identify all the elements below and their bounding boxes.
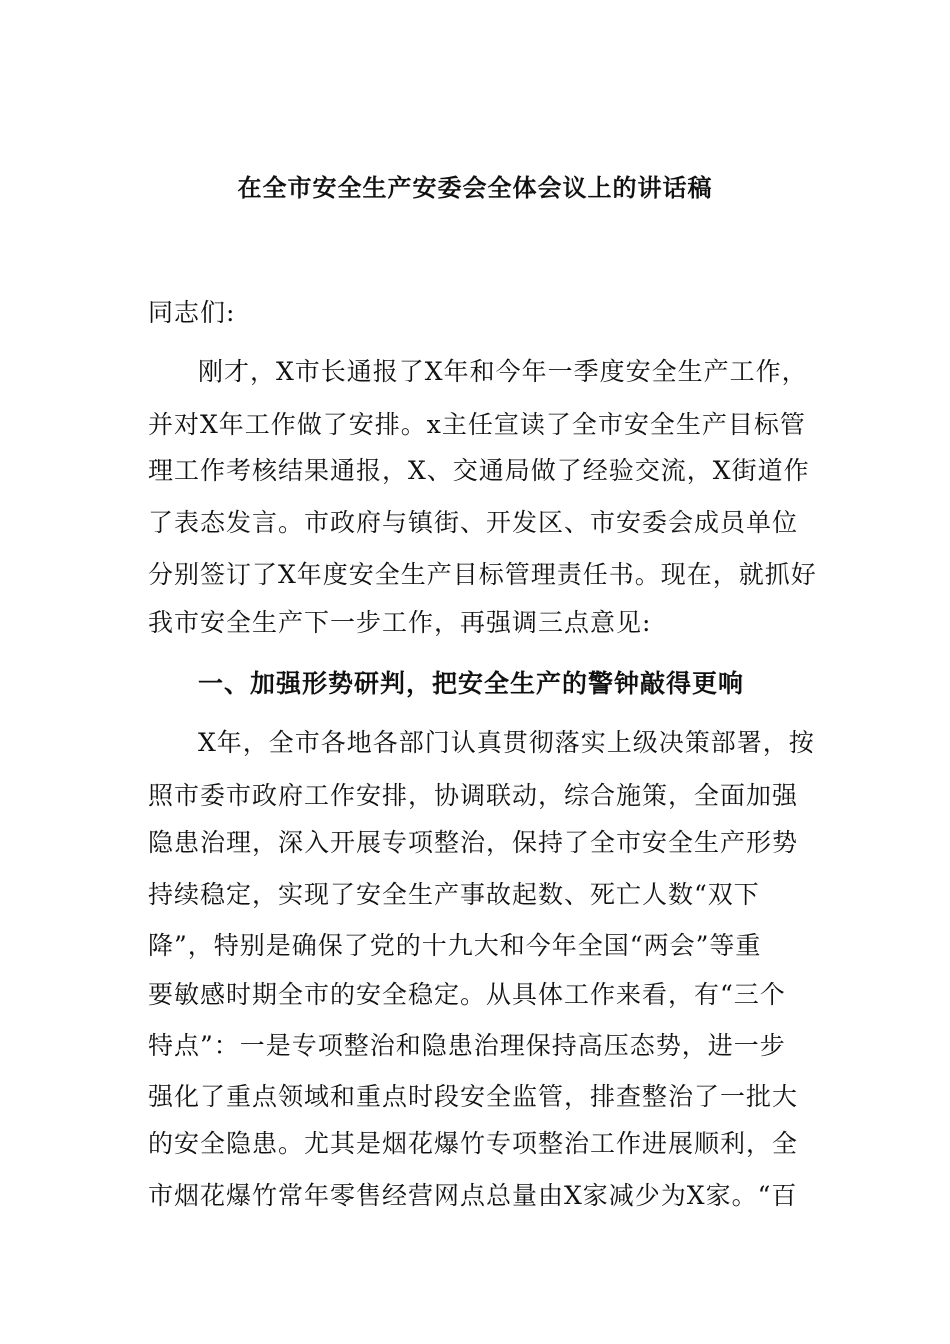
document-title: 在全市安全生产安委会全体会议上的讲话稿: [237, 173, 713, 202]
paragraph-line: 特点”：一是专项整治和隐患治理保持高压态势，进一步: [148, 1031, 786, 1060]
salutation: 同志们:: [148, 298, 236, 327]
paragraph-line: 分别签订了X年度安全生产目标管理责任书。现在，就抓好: [148, 560, 817, 589]
paragraph-line: 要敏感时期全市的安全稳定。从具体工作来看，有“三个: [148, 980, 786, 1009]
paragraph-line: 刚才，X市长通报了X年和今年一季度安全生产工作，: [198, 357, 808, 386]
paragraph-line: 强化了重点领域和重点时段安全监管，排查整治了一批大: [148, 1082, 799, 1111]
paragraph-line: 了表态发言。市政府与镇街、开发区、市安委会成员单位: [148, 508, 799, 537]
paragraph-line: 市烟花爆竹常年零售经营网点总量由X家减少为X家。“百: [148, 1181, 798, 1210]
paragraph-line: 并对X年工作做了安排。x主任宣读了全市安全生产目标管: [148, 410, 806, 439]
paragraph-line: 隐患治理，深入开展专项整治，保持了全市安全生产形势: [148, 828, 799, 857]
paragraph-line: 持续稳定，实现了安全生产事故起数、死亡人数“双下: [148, 880, 760, 909]
paragraph-line: 理工作考核结果通报，X、交通局做了经验交流，X街道作: [148, 456, 810, 485]
paragraph-line: 的安全隐患。尤其是烟花爆竹专项整治工作进展顺利，全: [148, 1129, 799, 1158]
paragraph-line: X年，全市各地各部门认真贯彻落实上级决策部署，按: [198, 728, 815, 757]
section-heading: 一、加强形势研判，把安全生产的警钟敲得更响: [198, 669, 745, 698]
paragraph-line: 照市委市政府工作安排，协调联动，综合施策，全面加强: [148, 781, 799, 810]
paragraph-line: 降”，特别是确保了党的十九大和今年全国“两会”等重: [148, 931, 762, 960]
paragraph-line: 我市安全生产下一步工作，再强调三点意见:: [148, 608, 652, 637]
